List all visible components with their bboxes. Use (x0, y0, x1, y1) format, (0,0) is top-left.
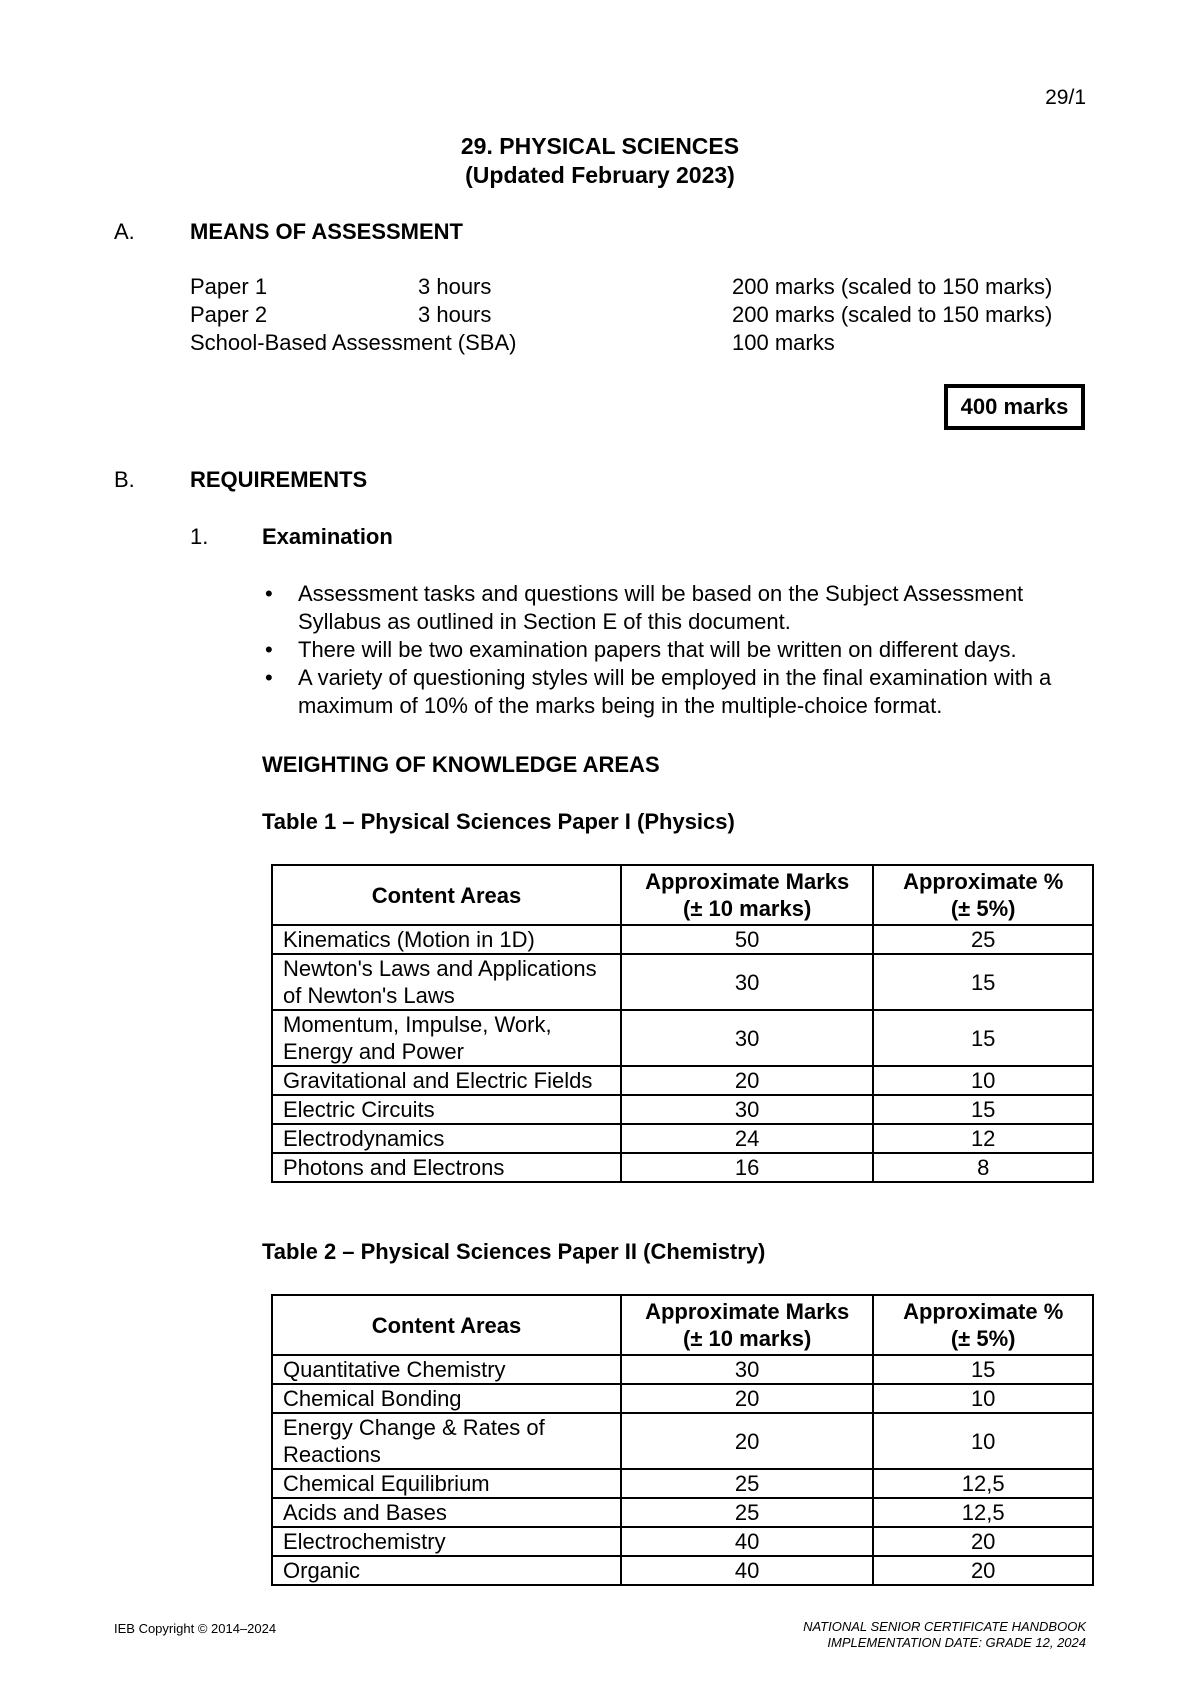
assessment-duration: 3 hours (418, 302, 492, 327)
page-title (0, 132, 1200, 190)
marks-cell: 16 (621, 1153, 873, 1182)
percent-cell: 10 (873, 1066, 1093, 1095)
content-area-cell: Energy Change & Rates of Reactions (272, 1413, 621, 1469)
content-area-cell: Photons and Electrons (272, 1153, 621, 1182)
column-header: Approximate Marks (± 10 marks) (621, 865, 873, 925)
table-row (272, 954, 1093, 1010)
page-number: 29/1 (1045, 86, 1086, 109)
assessment-marks: 200 marks (scaled to 150 marks) (732, 302, 1053, 327)
assessment-marks: 200 marks (scaled to 150 marks) (732, 274, 1053, 299)
section-a-title: MEANS OF ASSESSMENT (190, 219, 463, 244)
marks-cell: 25 (621, 1469, 873, 1498)
assessment-paper: Paper 1 (190, 274, 268, 299)
table-row (272, 1010, 1093, 1066)
footer-copyright: IEB Copyright © 2014–2024 (114, 1621, 277, 1636)
content-area-cell: Electrochemistry (272, 1527, 621, 1556)
table-row (272, 1527, 1093, 1556)
table-row (272, 1355, 1093, 1384)
table-row (272, 1095, 1093, 1124)
percent-cell: 15 (873, 1355, 1093, 1384)
assessment-duration: 3 hours (418, 274, 492, 299)
marks-cell: 30 (621, 954, 873, 1010)
column-header: Content Areas (272, 1295, 621, 1355)
footer-handbook-line1: NATIONAL SENIOR CERTIFICATE HANDBOOK (803, 1619, 1086, 1634)
percent-cell: 12,5 (873, 1469, 1093, 1498)
percent-cell: 12,5 (873, 1498, 1093, 1527)
list-item: • A variety of questioning styles will be employed in the final examination with a maximum of 10% of the marks being in the multiple-choice format. (298, 664, 1100, 720)
subsection-title: Examination (262, 524, 393, 549)
list-item: • There will be two examination papers that will be written on different days. (298, 636, 1100, 664)
marks-cell: 20 (621, 1384, 873, 1413)
table-row (272, 1469, 1093, 1498)
table-row (272, 1066, 1093, 1095)
section-b-letter: B. (114, 467, 135, 492)
marks-cell: 30 (621, 1355, 873, 1384)
marks-cell: 25 (621, 1498, 873, 1527)
marks-cell: 20 (621, 1066, 873, 1095)
section-b-title: REQUIREMENTS (190, 467, 368, 492)
content-area-cell: Electrodynamics (272, 1124, 621, 1153)
percent-cell: 15 (873, 1010, 1093, 1066)
content-area-cell: Organic (272, 1556, 621, 1585)
marks-cell: 30 (621, 1010, 873, 1066)
marks-cell: 40 (621, 1556, 873, 1585)
table-header-row (272, 1295, 1093, 1355)
total-marks-box: 400 marks (944, 384, 1085, 430)
assessment-row (190, 274, 1090, 302)
content-area-cell: Electric Circuits (272, 1095, 621, 1124)
content-area-cell: Kinematics (Motion in 1D) (272, 925, 621, 954)
table1-caption: Table 1 – Physical Sciences Paper I (Physics) (262, 809, 735, 834)
subsection-number: 1. (190, 524, 209, 549)
column-header: Content Areas (272, 865, 621, 925)
assessment-row (190, 330, 1090, 358)
percent-cell: 20 (873, 1527, 1093, 1556)
percent-cell: 15 (873, 1095, 1093, 1124)
assessment-marks: 100 marks (732, 330, 835, 355)
marks-cell: 40 (621, 1527, 873, 1556)
footer-handbook-line2: IMPLEMENTATION DATE: GRADE 12, 2024 (827, 1635, 1086, 1650)
content-area-cell: Chemical Equilibrium (272, 1469, 621, 1498)
percent-cell: 12 (873, 1124, 1093, 1153)
assessment-paper: School-Based Assessment (SBA) (190, 330, 517, 355)
page-title-line1: 29. PHYSICAL SCIENCES (460, 133, 740, 159)
table-row (272, 1384, 1093, 1413)
table-row (272, 1153, 1093, 1182)
table-header-row (272, 865, 1093, 925)
table-chemistry (271, 1294, 1094, 1586)
table-row (272, 1413, 1093, 1469)
percent-cell: 10 (873, 1384, 1093, 1413)
percent-cell: 10 (873, 1413, 1093, 1469)
content-area-cell: Momentum, Impulse, Work, Energy and Power (272, 1010, 621, 1066)
column-header: Approximate % (± 5%) (873, 865, 1093, 925)
percent-cell: 8 (873, 1153, 1093, 1182)
table-row (272, 1556, 1093, 1585)
weighting-heading: WEIGHTING OF KNOWLEDGE AREAS (262, 752, 660, 777)
footer-handbook (803, 1619, 1086, 1651)
list-item: • Assessment tasks and questions will be based on the Subject Assessment Syllabus as outlined in Section E of this document. (298, 580, 1100, 636)
percent-cell: 25 (873, 925, 1093, 954)
marks-cell: 30 (621, 1095, 873, 1124)
table-physics (271, 864, 1094, 1183)
table-row (272, 1498, 1093, 1527)
assessment-row (190, 302, 1090, 330)
examination-bullets (262, 580, 1100, 720)
table-row (272, 925, 1093, 954)
content-area-cell: Newton's Laws and Applications of Newton's Laws (272, 954, 621, 1010)
marks-cell: 50 (621, 925, 873, 954)
content-area-cell: Acids and Bases (272, 1498, 621, 1527)
marks-cell: 20 (621, 1413, 873, 1469)
section-a-letter: A. (114, 219, 135, 244)
table2-caption: Table 2 – Physical Sciences Paper II (Chemistry) (262, 1239, 766, 1264)
content-area-cell: Quantitative Chemistry (272, 1355, 621, 1384)
percent-cell: 20 (873, 1556, 1093, 1585)
percent-cell: 15 (873, 954, 1093, 1010)
table-row (272, 1124, 1093, 1153)
column-header: Approximate % (± 5%) (873, 1295, 1093, 1355)
column-header: Approximate Marks (± 10 marks) (621, 1295, 873, 1355)
content-area-cell: Chemical Bonding (272, 1384, 621, 1413)
content-area-cell: Gravitational and Electric Fields (272, 1066, 621, 1095)
page-title-line2: (Updated February 2023) (465, 162, 735, 188)
marks-cell: 24 (621, 1124, 873, 1153)
assessment-paper: Paper 2 (190, 302, 268, 327)
